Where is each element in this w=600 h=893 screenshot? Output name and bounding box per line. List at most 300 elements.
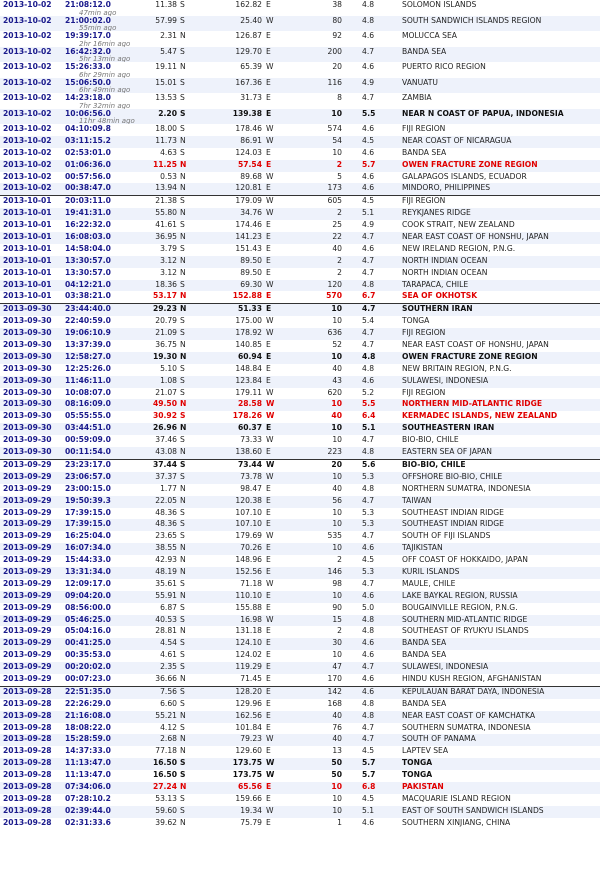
longitude-value-text: 179.09 [235,196,262,206]
table-row [0,674,600,686]
magnitude-value [362,686,402,698]
latitude-value-text: 4.12 [160,722,177,732]
region-name [402,280,600,292]
latitude-hemisphere [180,31,230,47]
date-cell-text: 2013-09-30 [3,435,52,445]
table-row [0,615,600,627]
magnitude-value-text: 6.4 [362,411,376,421]
latitude-value-text: 18.36 [155,279,177,289]
time-cell-text: 15:26:33.0 [65,62,111,71]
longitude-value [230,148,266,160]
longitude-value-text: 69.30 [240,279,262,289]
longitude-value-text: 148.96 [235,555,262,565]
date-cell[interactable] [0,447,65,459]
date-cell-text: 2013-10-02 [3,62,52,71]
latitude-hemisphere-text: S [180,0,185,9]
date-cell[interactable] [0,638,65,650]
longitude-hemisphere [266,782,304,794]
longitude-hemisphere [266,244,304,256]
longitude-hemisphere [266,78,304,94]
date-cell-text: 2013-10-02 [3,46,52,56]
time-cell [65,447,135,459]
depth-value-text: 20 [332,62,342,71]
depth-value [304,711,362,723]
time-cell-text: 11:13:47.0 [65,758,111,768]
longitude-value-text: 178.26 [232,411,262,421]
date-cell[interactable] [0,818,65,830]
date-cell[interactable] [0,136,65,148]
date-cell[interactable] [0,196,65,208]
region-name-text: BANDA SEA [402,698,447,708]
latitude-hemisphere [180,603,230,615]
longitude-hemisphere [266,508,304,520]
date-cell[interactable] [0,579,65,591]
table-row [0,484,600,496]
latitude-hemisphere-text: S [180,243,185,253]
longitude-hemisphere-text: E [266,746,271,756]
date-cell[interactable] [0,794,65,806]
date-cell[interactable] [0,0,65,16]
date-cell[interactable] [0,674,65,686]
date-cell[interactable] [0,758,65,770]
date-cell-text: 2013-09-29 [3,531,52,541]
table-row [0,662,600,674]
magnitude-value [362,543,402,555]
date-cell[interactable] [0,686,65,698]
latitude-hemisphere-text: S [180,793,185,803]
table-row [0,806,600,818]
magnitude-value-text: 4.7 [362,531,375,541]
longitude-value [230,459,266,471]
region-name-text: NORTHERN SUMATRA, INDONESIA [402,483,531,493]
latitude-value [135,352,180,364]
region-name-text: TAJIKISTAN [402,543,443,553]
date-cell[interactable] [0,256,65,268]
latitude-hemisphere [180,472,230,484]
latitude-value [135,615,180,627]
table-row [0,208,600,220]
depth-value-text: 10 [332,590,342,600]
date-cell[interactable] [0,734,65,746]
depth-value [304,543,362,555]
longitude-hemisphere-text: W [266,279,274,289]
date-cell-text: 2013-10-02 [3,93,52,102]
date-cell[interactable] [0,662,65,674]
longitude-value-text: 138.60 [235,447,262,457]
region-name-text: MACQUARIE ISLAND REGION [402,793,511,803]
region-name-text: COOK STRAIT, NEW ZEALAND [402,220,515,230]
depth-value [304,160,362,172]
longitude-hemisphere [266,423,304,435]
date-cell[interactable] [0,555,65,567]
date-cell[interactable] [0,484,65,496]
time-cell-text: 19:06:10.9 [65,328,111,338]
magnitude-value [362,124,402,136]
date-cell[interactable] [0,183,65,195]
longitude-value [230,591,266,603]
date-cell[interactable] [0,340,65,352]
longitude-value [230,650,266,662]
magnitude-value [362,615,402,627]
date-cell[interactable] [0,615,65,627]
latitude-hemisphere-text: S [180,578,185,588]
latitude-value-text: 53.13 [155,793,177,803]
table-row [0,16,600,32]
region-name [402,543,600,555]
magnitude-value-text: 4.7 [362,722,375,732]
longitude-value-text: 123.84 [235,375,262,385]
time-cell-text: 10:06:56.0 [65,108,111,118]
latitude-value-text: 3.12 [160,267,177,277]
depth-value-text: 620 [327,387,342,397]
latitude-value-text: 4.61 [160,650,177,660]
time-cell-text: 05:55:55.0 [65,411,111,421]
latitude-value-text: 21.38 [155,196,177,206]
date-cell[interactable] [0,435,65,447]
longitude-hemisphere-text: E [266,220,271,230]
date-cell[interactable] [0,806,65,818]
latitude-value [135,423,180,435]
date-cell-text: 2013-09-29 [3,638,52,648]
latitude-hemisphere [180,376,230,388]
date-cell[interactable] [0,291,65,303]
depth-value-text: 50 [331,770,342,780]
magnitude-value [362,136,402,148]
depth-value [304,78,362,94]
magnitude-value-text: 4.7 [362,46,375,56]
longitude-value [230,615,266,627]
latitude-hemisphere [180,519,230,531]
date-cell[interactable] [0,388,65,400]
depth-value [304,484,362,496]
date-cell[interactable] [0,208,65,220]
time-cell [65,280,135,292]
longitude-hemisphere-text: E [266,0,271,9]
longitude-hemisphere-text: E [266,375,271,385]
latitude-value-text: 19.11 [155,62,177,71]
magnitude-value-text: 4.8 [362,447,375,457]
date-cell[interactable] [0,399,65,411]
time-cell [65,148,135,160]
date-cell[interactable] [0,376,65,388]
latitude-hemisphere-text: N [180,734,186,744]
region-name-text: OWEN FRACTURE ZONE REGION [402,159,538,169]
region-name [402,148,600,160]
date-cell[interactable] [0,220,65,232]
time-cell [65,806,135,818]
latitude-value [135,591,180,603]
latitude-hemisphere-text: S [180,328,185,338]
latitude-value [135,256,180,268]
latitude-hemisphere [180,352,230,364]
date-cell[interactable] [0,531,65,543]
latitude-hemisphere-text: N [180,555,186,565]
table-row [0,62,600,78]
region-name [402,16,600,32]
region-name-text: VANUATU [402,77,438,87]
table-row [0,109,600,125]
magnitude-value-text: 4.7 [362,328,375,338]
latitude-hemisphere [180,699,230,711]
longitude-value [230,567,266,579]
date-cell[interactable] [0,148,65,160]
latitude-hemisphere [180,148,230,160]
date-cell[interactable] [0,770,65,782]
time-cell [65,78,135,94]
date-cell-text: 2013-09-29 [3,555,52,565]
date-cell[interactable] [0,543,65,555]
region-name [402,340,600,352]
date-cell[interactable] [0,519,65,531]
date-cell[interactable] [0,352,65,364]
latitude-value-text: 18.00 [155,124,177,133]
latitude-value-text: 77.18 [155,746,177,756]
latitude-value-text: 41.61 [155,220,177,230]
longitude-value-text: 139.38 [232,108,262,118]
magnitude-value [362,364,402,376]
table-row [0,626,600,638]
magnitude-value [362,0,402,16]
date-cell[interactable] [0,782,65,794]
latitude-value [135,662,180,674]
date-cell[interactable] [0,244,65,256]
latitude-hemisphere [180,638,230,650]
depth-value-text: 13 [332,746,342,756]
longitude-hemisphere-text: E [266,243,271,253]
latitude-hemisphere-text: S [180,686,185,696]
longitude-value-text: 120.38 [235,495,262,505]
latitude-value [135,136,180,148]
depth-value [304,746,362,758]
latitude-value [135,459,180,471]
date-cell[interactable] [0,459,65,471]
longitude-value [230,496,266,508]
longitude-hemisphere [266,699,304,711]
longitude-hemisphere [266,411,304,423]
depth-value-text: 173 [327,183,342,193]
latitude-value [135,686,180,698]
date-cell[interactable] [0,472,65,484]
longitude-hemisphere [266,794,304,806]
region-name [402,459,600,471]
date-cell[interactable] [0,93,65,109]
magnitude-value [362,208,402,220]
longitude-hemisphere [266,0,304,16]
region-name-text: OFFSHORE BIO-BIO, CHILE [402,471,503,481]
longitude-value-text: 89.50 [240,255,262,265]
longitude-hemisphere [266,16,304,32]
latitude-hemisphere-text: S [180,124,185,133]
date-cell[interactable] [0,711,65,723]
longitude-value-text: 107.10 [235,507,262,517]
date-cell-text: 2013-10-02 [3,183,52,193]
date-cell[interactable] [0,567,65,579]
longitude-hemisphere [266,711,304,723]
magnitude-value-text: 4.8 [362,614,375,624]
date-cell[interactable] [0,160,65,172]
date-cell-text: 2013-09-29 [3,566,52,576]
longitude-value-text: 140.85 [235,340,262,350]
depth-value-text: 38 [332,0,342,9]
date-cell[interactable] [0,31,65,47]
date-cell[interactable] [0,47,65,63]
region-name [402,711,600,723]
date-cell[interactable] [0,316,65,328]
depth-value-text: 146 [327,566,342,576]
depth-value-text: 90 [332,602,342,612]
depth-value [304,244,362,256]
magnitude-value-text: 4.6 [362,543,375,553]
time-cell [65,723,135,735]
latitude-value-text: 48.19 [155,566,177,576]
latitude-hemisphere [180,124,230,136]
time-cell [65,31,135,47]
latitude-hemisphere-text: N [180,495,186,505]
latitude-hemisphere-text: S [180,93,185,102]
date-cell-text: 2013-09-30 [3,304,52,314]
date-cell[interactable] [0,280,65,292]
date-cell[interactable] [0,16,65,32]
longitude-hemisphere-text: E [266,662,271,672]
time-cell-text: 00:38:47.0 [65,183,111,193]
latitude-value-text: 3.12 [160,255,177,265]
magnitude-value [362,423,402,435]
magnitude-value [362,699,402,711]
time-cell [65,782,135,794]
time-cell [65,183,135,195]
latitude-value [135,376,180,388]
latitude-value-text: 21.09 [155,328,177,338]
region-name-text: NEAR N COAST OF PAPUA, INDONESIA [402,108,564,118]
region-name-text: NEW BRITAIN REGION, P.N.G. [402,363,512,373]
latitude-value-text: 59.60 [155,805,177,815]
date-cell-text: 2013-10-02 [3,108,52,118]
date-cell[interactable] [0,124,65,136]
latitude-hemisphere-text: N [180,304,187,314]
longitude-value-text: 179.69 [235,531,262,541]
date-cell[interactable] [0,364,65,376]
latitude-value-text: 48.36 [155,507,177,517]
longitude-hemisphere-text: W [266,435,274,445]
longitude-hemisphere [266,31,304,47]
latitude-hemisphere [180,484,230,496]
latitude-value [135,208,180,220]
depth-value [304,31,362,47]
time-cell [65,208,135,220]
date-cell[interactable] [0,62,65,78]
region-name-text: FIJI REGION [402,328,446,338]
longitude-hemisphere-text: E [266,495,271,505]
date-cell[interactable] [0,508,65,520]
latitude-hemisphere [180,183,230,195]
region-name [402,662,600,674]
longitude-hemisphere [266,93,304,109]
longitude-hemisphere-text: E [266,543,271,553]
depth-value [304,0,362,16]
date-cell[interactable] [0,304,65,316]
date-cell[interactable] [0,268,65,280]
longitude-hemisphere-text: W [266,124,274,133]
table-row [0,316,600,328]
latitude-value [135,447,180,459]
date-cell-text: 2013-09-29 [3,471,52,481]
latitude-hemisphere-text: N [180,399,187,409]
longitude-value [230,160,266,172]
magnitude-value-text: 5.1 [362,423,376,433]
region-name [402,328,600,340]
time-cell-text: 14:58:04.0 [65,243,111,253]
latitude-hemisphere [180,543,230,555]
date-cell[interactable] [0,78,65,94]
latitude-hemisphere-text: S [180,722,185,732]
latitude-value [135,638,180,650]
date-cell[interactable] [0,723,65,735]
time-cell-text: 04:12:21.0 [65,279,111,289]
latitude-hemisphere-text: S [180,375,185,385]
date-cell[interactable] [0,172,65,184]
date-cell-text: 2013-09-28 [3,686,52,696]
date-cell[interactable] [0,423,65,435]
time-cell [65,304,135,316]
date-cell-text: 2013-09-30 [3,411,52,421]
latitude-hemisphere [180,531,230,543]
date-cell[interactable] [0,699,65,711]
depth-value-text: 10 [332,650,342,660]
date-cell[interactable] [0,232,65,244]
latitude-value-text: 7.56 [160,686,177,696]
latitude-value [135,399,180,411]
magnitude-value [362,399,402,411]
date-cell[interactable] [0,603,65,615]
table-row [0,328,600,340]
latitude-hemisphere [180,78,230,94]
latitude-hemisphere [180,47,230,63]
region-name-text: NEAR COAST OF NICARAGUA [402,135,512,145]
date-cell[interactable] [0,411,65,423]
depth-value-text: 200 [327,46,342,56]
region-name-text: FIJI REGION [402,196,446,206]
time-cell [65,232,135,244]
longitude-value-text: 131.18 [235,626,262,636]
latitude-hemisphere-text: S [180,77,185,87]
latitude-value-text: 48.36 [155,519,177,529]
region-name [402,818,600,830]
longitude-hemisphere-text: E [266,793,271,803]
date-cell-text: 2013-10-02 [3,171,52,181]
latitude-hemisphere [180,782,230,794]
latitude-value [135,364,180,376]
time-cell-text: 11:46:11.0 [65,375,111,385]
latitude-hemisphere-text: S [180,531,185,541]
depth-value-text: 223 [327,447,342,457]
latitude-hemisphere-text: N [180,710,186,720]
longitude-value [230,109,266,125]
depth-value [304,220,362,232]
date-cell[interactable] [0,746,65,758]
date-cell[interactable] [0,591,65,603]
magnitude-value-text: 4.6 [362,686,375,696]
longitude-value-text: 129.60 [235,746,262,756]
date-cell[interactable] [0,328,65,340]
time-cell [65,531,135,543]
magnitude-value [362,376,402,388]
time-cell [65,388,135,400]
date-cell[interactable] [0,650,65,662]
date-cell[interactable] [0,109,65,125]
latitude-value [135,579,180,591]
date-cell[interactable] [0,626,65,638]
date-cell[interactable] [0,496,65,508]
